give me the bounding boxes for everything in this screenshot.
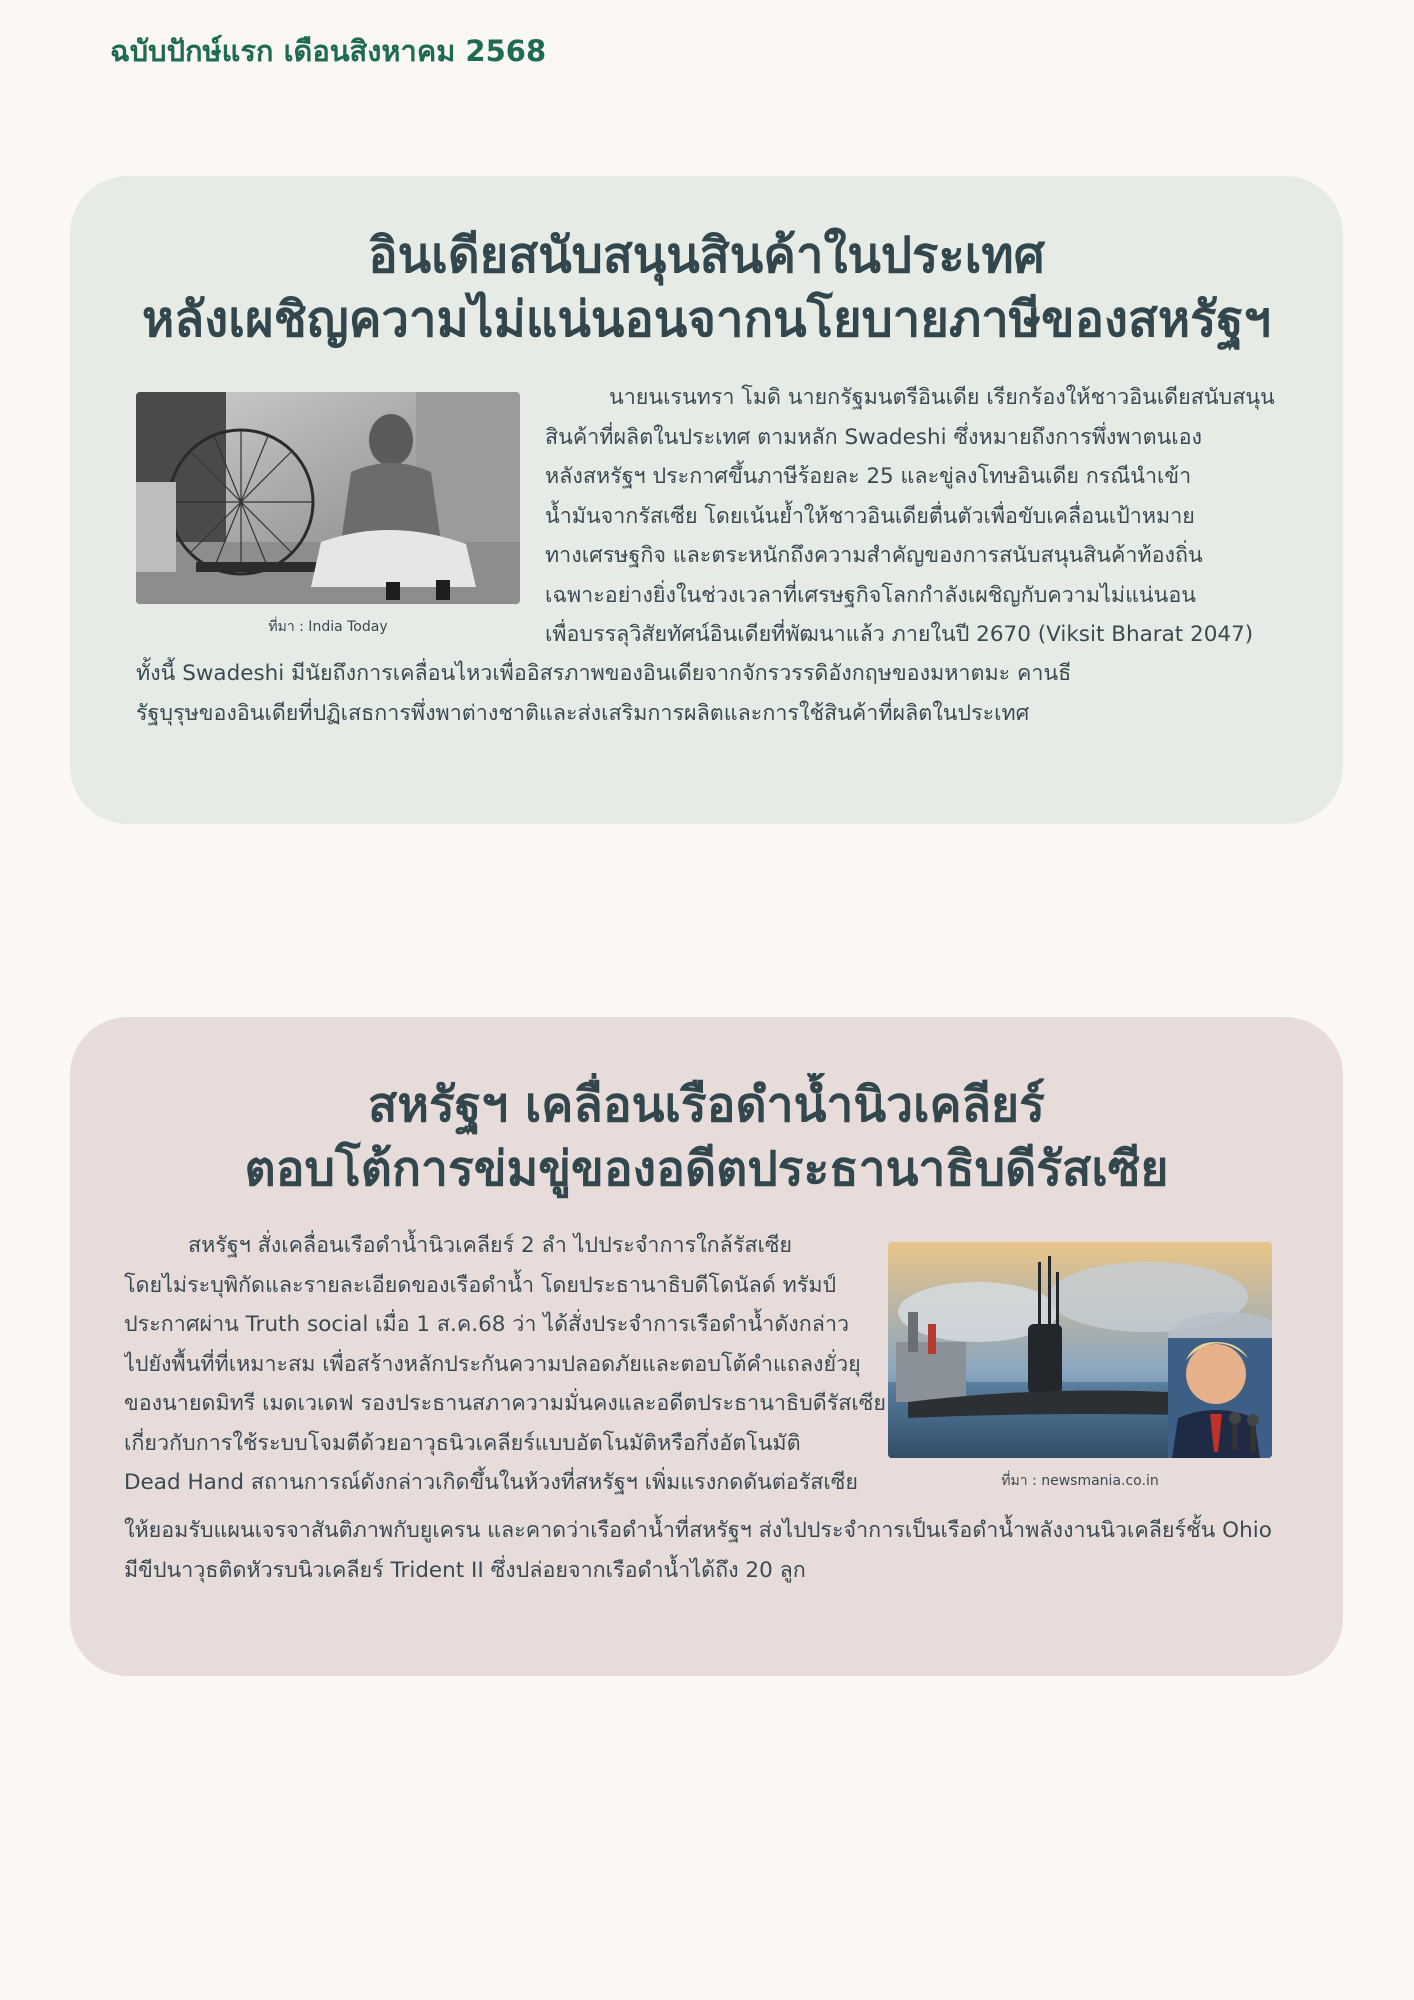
photo-caption: ที่มา : newsmania.co.in: [1001, 1473, 1159, 1489]
body-line: ของนายดมิทรี เมดเวเดฟ รองประธานสภาความมั่นคงและอดีตประธานาธิบดีรัสเซีย: [124, 1391, 886, 1416]
article-card-india: [70, 176, 1343, 824]
article-headline: [70, 1073, 1343, 1201]
headline-line: ตอบโต้การข่มขู่ของอดีตประธานาธิบดีรัสเซีย: [244, 1141, 1169, 1197]
photo-caption: ที่มา : India Today: [268, 619, 388, 635]
body-line: ประกาศผ่าน Truth social เมื่อ 1 ส.ค.68 ว่า ได้สั่งประจำการเรือดำน้ำดังกล่าว: [124, 1312, 850, 1337]
article-photo-figure: [136, 392, 520, 638]
body-line: สินค้าที่ผลิตในประเทศ ตามหลัก Swadeshi ซึ่งหมายถึงการพึ่งพาตนเอง: [545, 424, 1203, 450]
submarine-trump-photo: [888, 1242, 1272, 1458]
body-line: ทางเศรษฐกิจ และตระหนักถึงความสำคัญของการสนับสนุนสินค้าท้องถิ่น: [545, 543, 1203, 568]
article-body-continued: [124, 1511, 1304, 1590]
body-line: เฉพาะอย่างยิ่งในช่วงเวลาที่เศรษฐกิจโลกกำลังเผชิญกับความไม่แน่นอน: [545, 582, 1196, 608]
body-line: โดยไม่ระบุพิกัดและรายละเอียดของเรือดำน้ำ โดยประธานาธิบดีโดนัลด์ ทรัมป์: [124, 1272, 837, 1298]
body-line: ไปยังพื้นที่ที่เหมาะสม เพื่อสร้างหลักประกันความปลอดภัยและตอบโต้คำแถลงยั่วยุ: [124, 1351, 861, 1377]
article-headline: [70, 224, 1343, 352]
headline-line: สหรัฐฯ เคลื่อนเรือดำน้ำนิวเคลียร์: [368, 1077, 1045, 1133]
body-line: หลังสหรัฐฯ ประกาศขึ้นภาษีร้อยละ 25 และขู่ลงโทษอินเดีย กรณีนำเข้า: [545, 464, 1192, 489]
article-card-submarine: [70, 1017, 1343, 1676]
body-line: เพื่อบรรลุวิสัยทัศน์อินเดียที่พัฒนาแล้ว ภายในปี 2670 (Viksit Bharat 2047): [545, 622, 1254, 647]
body-line: ทั้งนี้ Swadeshi มีนัยถึงการเคลื่อนไหวเพื่ออิสรภาพของอินเดียจากจักรวรรดิอังกฤษของมหาตมะ คานธี: [136, 661, 1072, 686]
body-line: มีขีปนาวุธติดหัวรบนิวเคลียร์ Trident II ซึ่งปล่อยจากเรือดำน้ำได้ถึง 20 ลูก: [124, 1557, 806, 1583]
body-line: สหรัฐฯ สั่งเคลื่อนเรือดำน้ำนิวเคลียร์ 2 ลำ ไปประจำการใกล้รัสเซีย: [188, 1233, 793, 1258]
gandhi-spinning-wheel-photo: [136, 392, 520, 604]
body-line: นายนเรนทรา โมดิ นายกรัฐมนตรีอินเดีย เรียกร้องให้ชาวอินเดียสนับสนุน: [609, 385, 1275, 410]
article-body-continued: [136, 654, 1350, 733]
article-photo-figure: [888, 1242, 1272, 1492]
headline-line: หลังเผชิญความไม่แน่นอนจากนโยบายภาษีของสหรัฐฯ: [141, 291, 1272, 348]
body-line: รัฐบุรุษของอินเดียที่ปฏิเสธการพึ่งพาต่างชาติและส่งเสริมการผลิตและการใช้สินค้าที่ผลิตในประเทศ: [136, 700, 1030, 726]
article-body: [545, 378, 1350, 655]
issue-label: ฉบับปักษ์แรก เดือนสิงหาคม 2568: [110, 34, 547, 68]
body-line: เกี่ยวกับการใช้ระบบโจมตีด้วยอาวุธนิวเคลียร์แบบอัตโนมัติหรือกึ่งอัตโนมัติ: [124, 1430, 801, 1456]
headline-line: อินเดียสนับสนุนสินค้าในประเทศ: [368, 227, 1045, 284]
body-line: น้ำมันจากรัสเซีย โดยเน้นย้ำให้ชาวอินเดียตื่นตัวเพื่อขับเคลื่อนเป้าหมาย: [545, 503, 1195, 529]
body-line: ให้ยอมรับแผนเจรจาสันติภาพกับยูเครน และคาดว่าเรือดำน้ำที่สหรัฐฯ ส่งไปประจำการเป็นเรือดำน้ำพลังงานนิวเคลียร์ชั้น Ohio: [124, 1518, 1272, 1543]
article-body: [124, 1226, 934, 1503]
body-line: Dead Hand สถานการณ์ดังกล่าวเกิดขึ้นในห้วงที่สหรัฐฯ เพิ่มแรงกดดันต่อรัสเซีย: [124, 1470, 858, 1495]
